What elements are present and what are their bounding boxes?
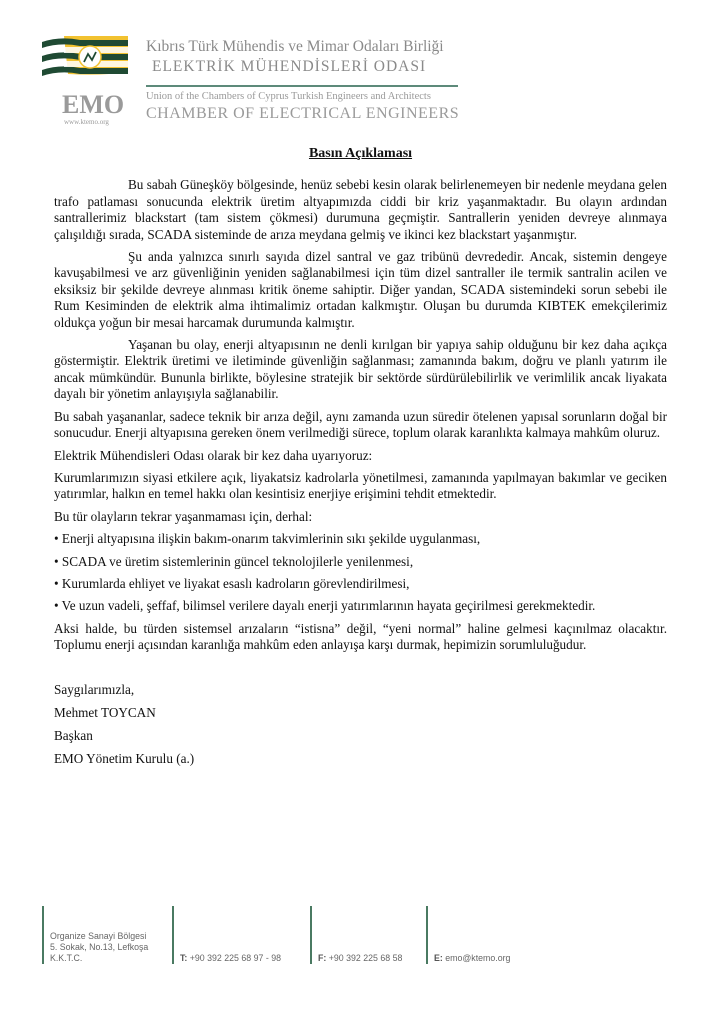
address-line: Organize Sanayi Bölgesi [50, 931, 147, 941]
signature-greeting: Saygılarımızla, [54, 681, 135, 697]
signatory-name: Mehmet TOYCAN [54, 704, 156, 720]
paragraph: Yaşanan bu olay, enerji altyapısının ne denli kırılgan bir yapıya sahip olduğunu bir kez daha açıkça göstermiştir. Elektrik üretimi ve iletiminde güvenliğin sağlanması; zamanında bakım, doğru ve planlı yatırım ile ancak mümkündür. Bununla birlikte, böylesine stratejik bir sektörde sürdürülebilirlik ve verimlilik ancak liyakata dayalı bir yönetim anlayışıyla sağlanabilir. [54, 337, 667, 402]
address-line: 5. Sokak, No.13, Lefkoşa [50, 942, 149, 952]
chamber-name-en: CHAMBER OF ELECTRICAL ENGINEERS [146, 105, 460, 122]
bullet-item: • Ve uzun vadeli, şeffaf, bilimsel verilere dayalı enerji yatırımlarının hayata geçirilmesi gerekmektedir. [54, 598, 596, 614]
paragraph: Bu tür olayların tekrar yaşanmaması için, derhal: [54, 508, 313, 524]
footer-phone [172, 906, 309, 964]
bullet-item: • SCADA ve üretim sistemlerinin güncel teknolojilerle yenilenmesi, [54, 553, 414, 569]
paragraph: Bu sabah Güneşköy bölgesinde, henüz sebebi kesin olarak belirlenemeyen bir nedenle meydana gelen trafo patlaması sonucunda elektrik üretim altyapımızda ciddi bir kriz yaşanmaktadır. Bu olayın ardından santrallerimiz blackstart (tam sistem çökmesi) durumuna geçmiştir. Santrallerin yeniden devreye alınmaya çalışıldığı sırada, SCADA sisteminde de arıza meydana gelmiş ve ikinci kez blackstart yaşanmıştır. [54, 177, 667, 242]
press-release-body [54, 146, 667, 774]
fax-label: F: [318, 953, 327, 963]
org-name-en: Union of the Chambers of Cyprus Turkish Engineers and Architects [146, 91, 431, 102]
signatory-role: Başkan [54, 727, 93, 743]
emo-logo-stripes-icon [40, 34, 130, 90]
bullet-item: • Kurumlarda ehliyet ve liyakat esaslı kadroların görevlendirilmesi, [54, 575, 410, 591]
org-name-tr: Kıbrıs Türk Mühendis ve Mimar Odaları Birliği [146, 38, 444, 55]
signatory-body: EMO Yönetim Kurulu (a.) [54, 750, 195, 766]
footer-email [426, 906, 543, 964]
footer-address [42, 906, 174, 964]
logo-text: EMO [62, 90, 125, 119]
fax-number: +90 392 225 68 58 [328, 953, 403, 963]
bullet-item: • Enerji altyapısına ilişkin bakım-onarım takvimlerinin sıkı şekilde uygulanması, [54, 531, 481, 547]
phone-number: +90 392 225 68 97 - 98 [189, 953, 282, 963]
letter-footer [42, 906, 562, 970]
signature-block [54, 682, 667, 767]
emo-logo [40, 34, 130, 126]
closing-paragraph: Aksi halde, bu türden sistemsel arızaların “istisna” değil, “yeni normal” haline gelmesi kaçınılmaz olacaktır. Toplumu enerji açısından karanlığa mahkûm eden anlayışa karşı durmak, hepimizin sorumluluğudur. [54, 620, 667, 653]
letterhead [40, 28, 480, 128]
paragraph: Kurumlarımızın siyasi etkilere açık, liyakatsiz kadrolarla yönetilmesi, zamanında yapılmayan bakımlar ve geciken yatırımlar, halkın en temel hakkı olan kesintisiz enerjiye erişimini tehdit etmektedir. [54, 469, 667, 502]
email-address[interactable]: emo@ktemo.org [445, 953, 511, 963]
paragraph: Şu anda yalnızca sınırlı sayıda dizel santral ve gaz tribünü devrededir. Ancak, sistemin dengeye kavuşabilmesi ve arz güvenliğinin yeniden sağlanabilmesi için tüm dizel santraller ile termik santralin acilen ve eksiksiz bir şekilde devreye alınması kritik öneme sahiptir. Diğer yandan, SCADA sistemindeki sorun sebebi ile Rum Kesiminden de elektrik alma ihtimalimiz ortadan kalkmıştır. Oluşan bu durumda KIBTEK emekçilerimiz oldukça yoğun bir mesai harcamak durumunda kalmıştır. [54, 249, 667, 330]
logo-url: www.ktemo.org [64, 118, 109, 126]
chamber-name-tr: ELEKTRİK MÜHENDİSLERİ ODASI [152, 58, 427, 75]
footer-fax [310, 906, 427, 964]
address-line: K.K.T.C. [50, 953, 83, 963]
phone-label: T: [180, 953, 188, 963]
document-title: Basın Açıklaması [308, 146, 413, 161]
paragraph: Elektrik Mühendisleri Odası olarak bir kez daha uyarıyoruz: [54, 447, 373, 463]
email-label: E: [434, 953, 443, 963]
paragraph: Bu sabah yaşananlar, sadece teknik bir arıza değil, aynı zamanda uzun süredir ötelenen yapısal sorunların doğal bir sonucudur. Enerji altyapısına gereken önem verilmediği sürece, toplum olarak karanlıkta kalmaya mahkûm oluruz. [54, 408, 667, 441]
letterhead-divider [146, 85, 458, 87]
